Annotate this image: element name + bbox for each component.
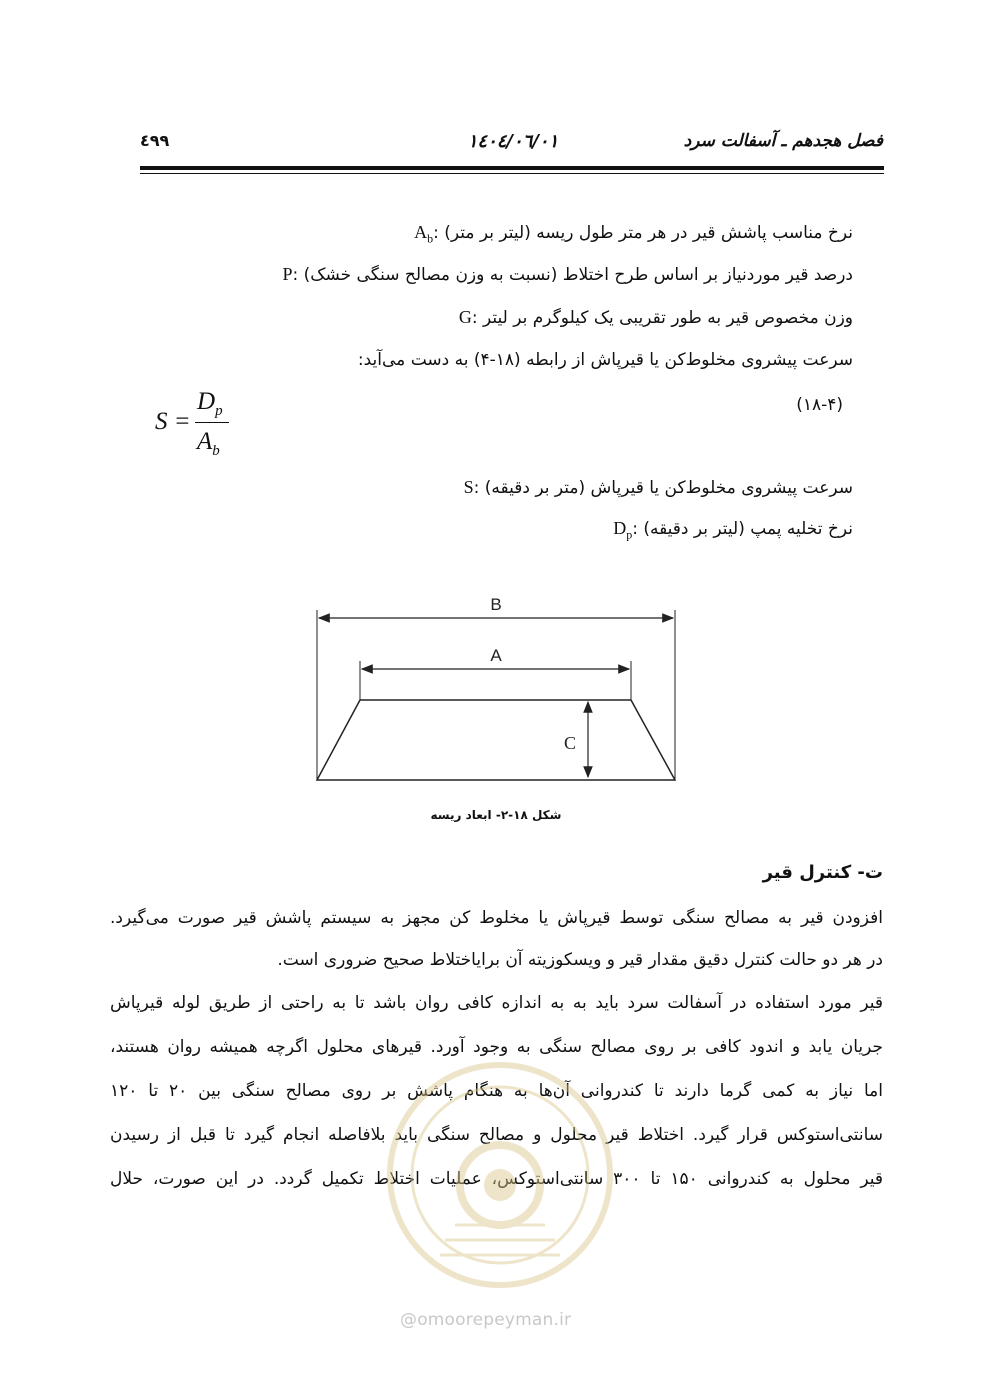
definition-ab bbox=[414, 222, 853, 247]
definition-g-symbol: G bbox=[458, 307, 472, 327]
paragraph-2-line-5: قیر محلول به کندروانی ۱۵۰ تا ۳۰۰ سانتی‌استوکس، عملیات اختلاط تکمیل گردد. در این صورت، حلال bbox=[110, 1169, 883, 1189]
definition-s bbox=[464, 477, 853, 498]
page-number: ٤٩٩ bbox=[140, 131, 170, 150]
equation-lhs: S = bbox=[155, 408, 191, 435]
definition-dp-text: : نرخ تخلیه پمپ (لیتر بر دقیقه) bbox=[632, 519, 853, 539]
intro-sentence: سرعت پیشروی مخلوط‌کن یا قیرپاش از رابطه (۱۸-۴) به دست می‌آید: bbox=[357, 350, 853, 370]
label-b: B bbox=[490, 595, 502, 614]
fraction-bar bbox=[195, 422, 229, 423]
paragraph-2-line-1: قیر مورد استفاده در آسفالت سرد باید به به اندازه کافی روان باشد تا به راحتی از طریق لوله قیرپاش bbox=[110, 993, 883, 1013]
label-a: A bbox=[490, 646, 502, 665]
label-c: C bbox=[563, 733, 577, 753]
definition-dp-symbol: $D_p$ bbox=[613, 518, 633, 542]
chapter-title: فصل هجدهم ـ آسفالت سرد bbox=[683, 131, 883, 151]
paragraph-1-line-1: افزودن قیر به مصالح سنگی توسط قیرپاش یا مخلوط کن مجهز به سیستم پاشش قیر صورت می‌گیرد. bbox=[110, 908, 883, 928]
definition-g-text: : وزن مخصوص قیر به طور تقریبی یک کیلوگرم بر لیتر bbox=[471, 308, 853, 328]
equation-numerator: $D_p$ bbox=[197, 388, 223, 419]
definition-ab-text: : نرخ مناسب پاشش قیر در هر متر طول ریسه (لیتر بر متر) bbox=[433, 223, 853, 243]
equation-number: (۱۸-۴) bbox=[796, 395, 843, 415]
paragraph-2-line-4: سانتی‌استوکس قرار گیرد. اختلاط قیر محلول و مصالح سنگی باید بلافاصله انجام گیرد تا قبل از رسیدن bbox=[110, 1125, 883, 1145]
definition-s-text: : سرعت پیشروی مخلوط‌کن یا قیرپاش (متر بر دقیقه) bbox=[473, 478, 853, 498]
definition-p-symbol: P bbox=[282, 264, 293, 284]
windrow-trapezoid bbox=[317, 700, 675, 780]
equation-denominator: $A_b$ bbox=[197, 428, 220, 459]
windrow-diagram bbox=[300, 588, 700, 793]
definition-ab-symbol: $A_b$ bbox=[414, 222, 434, 246]
paragraph-2-line-3: اما نیاز به کمی گرما دارند تا کندروانی آن‌ها به هنگام پاشش بر روی مصالح سنگی بین ۲۰ تا ۱۲۰ bbox=[110, 1081, 884, 1101]
section-title: ت- کنترل قیر bbox=[762, 862, 883, 883]
header-rule-thin bbox=[140, 173, 884, 174]
definition-g bbox=[459, 307, 853, 328]
definition-dp bbox=[613, 518, 853, 543]
definition-s-symbol: S bbox=[463, 477, 474, 497]
header-rule-thick bbox=[140, 166, 884, 170]
definition-p-text: : درصد قیر موردنیاز بر اساس طرح اختلاط (نسبت به وزن مصالح سنگی خشک) bbox=[292, 265, 853, 285]
header-date: ١٤٠٤/٠٦/٠١ bbox=[467, 131, 559, 152]
paragraph-1-line-2: در هر دو حالت کنترل دقیق مقدار قیر و ویسکوزیته آن برایاختلاط صحیح ضروری است. bbox=[277, 950, 883, 970]
figure-caption: شکل ۱۸-۲- ابعاد ریسه bbox=[430, 808, 562, 822]
definition-p bbox=[282, 264, 853, 285]
watermark-seal-icon bbox=[385, 1055, 615, 1295]
watermark-text: @omoorepeyman.ir bbox=[400, 1310, 572, 1330]
paragraph-2-line-2: جریان یابد و اندود کافی بر روی مصالح سنگی به وجود آورد. قیرهای محلول اگرچه همیشه روان هستند، bbox=[110, 1037, 883, 1057]
